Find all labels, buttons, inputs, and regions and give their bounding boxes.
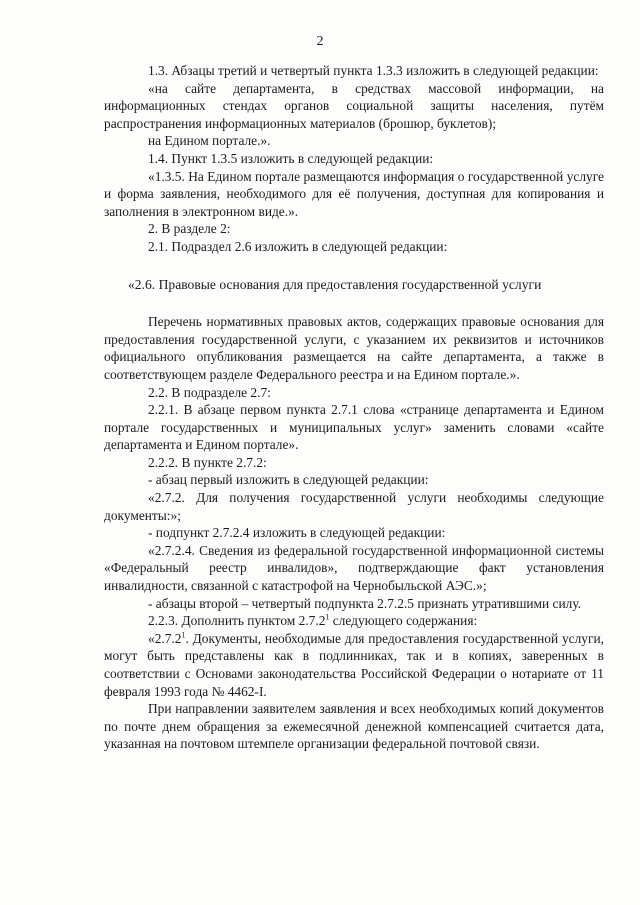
paragraph-quote-site: «на сайте департамента, в средствах массовой информации, на информационных стендах органов социальной защиты населения, путём распространения информационных материалов (брошюр, буклетов); bbox=[104, 80, 604, 131]
paragraph-2-7-2-1-tail: . Документы, необходимые для предоставления государственной услуги, могут быть представлены как в подлинниках, так и в копиях, заверенных в соответствии с Основами законодательства Российской Федерации о нотариате от 11 февраля 1993 года № 4462-I. bbox=[104, 630, 604, 699]
paragraph-2-1: 2.1. Подраздел 2.6 изложить в следующей редакции: bbox=[148, 238, 448, 254]
paragraph-2-7-2-1-text: «2.7.2 bbox=[148, 630, 182, 646]
paragraph-1-3: 1.3. Абзацы третий и четвертый пункта 1.3.3 изложить в следующей редакции: bbox=[148, 63, 599, 78]
paragraph-2-7-2-1 bbox=[104, 630, 604, 700]
paragraph-2-2-1: 2.2.1. В абзаце первом пункта 2.7.1 слова «странице департамента и Едином портале государственных и муниципальных услуг» заменить словами «сайте департамента и Едином портале». bbox=[104, 402, 604, 453]
superscript-1: 1 bbox=[325, 612, 330, 622]
paragraph-2-7-2: «2.7.2. Для получения государственной услуги необходимы следующие документы:»; bbox=[104, 490, 604, 523]
paragraph-first-abzac: - абзац первый изложить в следующей редакции: bbox=[148, 472, 429, 488]
paragraph-2-7-2-4: «2.7.2.4. Сведения из федеральной государственной информационной системы «Федеральный реестр инвалидов», подтверждающие факт установления инвалидности, связанной с катастрофой на Чернобыльской АЭС.»; bbox=[104, 542, 604, 594]
paragraph-2-2-3-tail: следующего содержания: bbox=[329, 613, 478, 629]
paragraph-1-3-5: «1.3.5. На Едином портале размещаются информация о государственной услуге и форма заявления, необходимого для её получения, доступная для копирования и заполнения в электронном виде.». bbox=[104, 168, 604, 219]
paragraph-postal: При направлении заявителем заявления и всех необходимых копий документов по почте днем обращения за ежемесячной денежной компенсацией считается дата, указанная на почтовом штемпеле организации федеральной почтовой связи. bbox=[104, 701, 604, 752]
superscript-1-b: 1 bbox=[181, 630, 186, 640]
paragraph-1-4: 1.4. Пункт 1.3.5 изложить в следующей редакции: bbox=[148, 150, 434, 166]
paragraph-2-7-2-5: - абзацы второй – четвертый подпункта 2.7.2.5 признать утратившими силу. bbox=[148, 595, 582, 611]
paragraph-2-2-2: 2.2.2. В пункте 2.7.2: bbox=[148, 454, 267, 470]
paragraph-2-2-3 bbox=[104, 612, 604, 630]
subsection-heading-2-6: «2.6. Правовые основания для предоставления государственной услуги bbox=[128, 276, 542, 292]
page-number: 2 bbox=[316, 34, 324, 49]
paragraph-portal: на Едином портале.». bbox=[148, 133, 271, 149]
paragraph-2-2-3-text: 2.2.3. Дополнить пунктом 2.7.2 bbox=[148, 613, 326, 629]
document-body bbox=[104, 62, 604, 753]
paragraph-legal-acts: Перечень нормативных правовых актов, содержащих правовые основания для предоставления государственной услуги, с указанием их реквизитов и источников официального опубликования размещается на сайте департамента, а также в соответствующем разделе Федерального реестра и на Едином портале.». bbox=[104, 314, 604, 382]
paragraph-subpoint-2-7-2-4: - подпункт 2.7.2.4 изложить в следующей редакции: bbox=[148, 525, 446, 541]
paragraph-section-2: 2. В разделе 2: bbox=[148, 221, 231, 237]
paragraph-2-2: 2.2. В подразделе 2.7: bbox=[148, 384, 271, 400]
